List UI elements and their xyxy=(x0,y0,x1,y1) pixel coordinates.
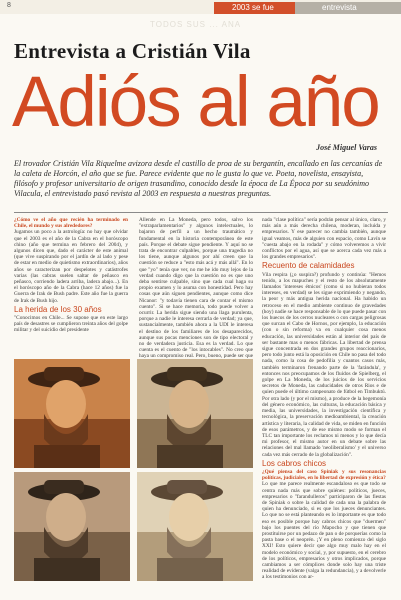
interview-question: ¿Cómo ve el año que recién ha terminado en Chile, el mundo y sus alrededores? xyxy=(14,217,128,230)
paragraph: Jugamos un poco a la astrología: no hay que olvidar que el 2003 es el año de la Cabra en el horóscopo chino (año que termina en febrero del 2004), y algunos dicen que, dado el carácter de este animal (que vive suspirando por el jardín de al lado y pese de estar en medio de quietismo extraordinarios), años años se caracterizan por despelotes y catástrofes varias (las cabras suelen saltar de peñasco en peñasco, corriendo ladera arriba, ladera abajo...). En el horóscopo año de la Cabra (hace 12 años) fue la Guerra de Irak de Bush padre. Este año fue la guerra de Irak de Bush hijo. xyxy=(14,229,128,304)
paragraph: Lo que me parece realmente escandaloso es que todo se centra nada más que sobre quiénes: políticos, jueces, empresarios o "farandulleros" participaron de las fiestas de Spiniak o sobre la calidad de cada una la palabra de quien ha denunciado, si es que los jueces denunciantes. Lo que no se está planteando es lo importante es que todo eso es posible porque hay cabros chicos que "duermen" bajo los puentes del río Mapocho y que tienen que prostituirse por un pedazo de pan o de porquerías como la pasta base o el neoprén. ¡Y en pleno comienzo del siglo XXI! Esto quiere decir que algo muy malo hay en el modelo económico y social, y, por supuesto, en el cerebro de los políticos, empresarios y otros implicados, porque cambiamos a ser cómplices donde solo hay una triste realidad de evidente (valga la redundancia), y a devolverle a los testimonios con ar- xyxy=(262,481,386,581)
paragraph: Vila respira (¿o suspira?) profundo y continúa: "Hemos tenido, a los mapuches y el resto de los absolutamente llamados 'intereses étnicos' (como si no hubieran todos intereses, en verdad) se les sigue exprimiendo y negando, la peor y más antigua herida nacional. Ha habido un retroceso en el medio ambiente continuo de gravedades (hoy) nadie se hace responsable de lo que puede pasar con los huecos de los cerros nucleares o con cargas peligrosas que surcan el Cabo de Hornos, por ejemplo, la educación (con o sin reforma) va en cualquier cosa menos educación, las universidades están al interior del país de ser bastante mas o menos fábricas. La libertad de prensa sigue concentrada en dos grandes grupos reaccionarios, pero todo junto está la oposición en Chile no pasa del todo nada, como la cosa de pedofilia y cuantos casos más, también terminaron frenando parte de la 'farándula', y entonces nos preocupamos de los fluidos de Spielberg, el golpe en La Moneda, de los juicios de los servicios secretos de Moneda, las caducidades de otros Rios e de quien puede el último campeonato de fútbol en Timbuktú. Por otra lado (y por el mismo), a produce de la hegemonía del género económico, las culturas, la educación básica y media, las universidades, la investigación científica y tecnológica, la preservación medioambiental, la creación artística y literaria, la calidad de vida, se miden en función de esos parámetros, y de ese mismo modo se forman el TLC tan importante los reclamos ni menos y lo que decía mi profesor, el mismo autor en un debate sobre las relaciones del mal llamado 'neoliberalismo' y el universo cada vez más cerrado de la globalización". xyxy=(262,271,387,458)
divider xyxy=(14,212,388,213)
interview-question: ¿Qué piensa del caso Spiniak y sus resonancias políticas, judiciales, en lo libertad de expresión y ética? xyxy=(262,468,386,482)
background-watermark-text: TODOS SUS ... ANA xyxy=(150,20,242,29)
portrait-photo xyxy=(137,359,253,468)
portrait-photo xyxy=(14,472,130,581)
category-label: entrevista xyxy=(322,3,357,12)
article-column-3 xyxy=(262,217,386,589)
paragraph: Allende en La Moneda, pero todos, salvo los "extraparlamentarios" y algunos intelectuales, lo bajaron de perfil a un hecho traumático y fundamental en la historia contemporánea de este país. Porque el debate sigue pendiente. Y aquí no se trata de encontrar culpables, porque una tragedia no los tiene, aunque algunos por ahí creen que la cuestión se reduce a "esto más acá y más allá". En lo que "yo" tenía que ver, no me he ido muy lejos de la verdad cuando digo que la cuestión no es que uno deba sentirse culpable, sino que cada cual haga su propio examen y lo asuma con honestidad. Pero hay cosas que aún siguen pendientes, aunque como dice Nicanor: "y todavía tienen cara de contar el mismo cuento". Si se hace memoria, todo puede volver a ocurrir. La herida sigue siendo una llaga purulenta, porque a nadie le interesa cerrarla de verdad; ya que, sustancialmente, también ahora a la UDI le interesa el destino de los familiares de los desaparecidos, aunque sus pocas menciones son de tipo electoral y no de verdadera justicia. Esa es la verdad. Lo que cuenta es el cuento de "los intocables". No creo que haya un compromiso real. Pero, bueno, puede ser que xyxy=(139,217,253,360)
paragraph: nada "clase política" sería podrán pensar al único, claro, y más aún a más derecha chilena, moderan, incluida y empresarios. Y ese parecer no cambia también, aunque igual veamos, más de alguien con espacio, como Lavín se "cuesta abajo en la rodada" y cómo volveremos a vivir conflictos por el agua, así que se acerca cada vez más a los grandes empresarios". xyxy=(262,217,386,261)
page-number: 8 xyxy=(7,2,11,9)
paragraph: "Conocimos en Chile... Se supone que en este largo país de desastres se cumplieron treinta años del golpe militar y del suicidio del presidente xyxy=(14,315,128,334)
subhead: La herida de los 30 años xyxy=(14,304,102,314)
section-label: 2003 se fue xyxy=(232,3,274,12)
article-byline: José Miguel Varas xyxy=(316,143,377,152)
article-headline: Adiós al año xyxy=(12,63,379,142)
photo-grid xyxy=(14,359,253,581)
article-dek: El trovador Cristián Vila Riquelme avizora desde el castillo de proa de su bergantín, encallado en las cercanías de la caleta de Horcón, el año que se fue. Parece evidente que no le gusta lo que ve. Poeta, novelista, ensayista, filósofo y profesor universitario de origen trasandino, conocido desde la época de La Época por su seudónimo Vilacula, el entrevistado pasó revista al 2003 en respuesta a nuestras preguntas. xyxy=(14,159,383,198)
portrait-photo xyxy=(137,472,253,581)
portrait-photo xyxy=(14,359,130,468)
article-column-2 xyxy=(139,217,253,360)
subhead: Recuento de calamidades xyxy=(262,261,355,271)
subhead: Los cabros chicos xyxy=(262,458,327,468)
article-kicker: Entrevista a Cristián Vila xyxy=(14,39,251,63)
article-column-1 xyxy=(14,217,128,334)
